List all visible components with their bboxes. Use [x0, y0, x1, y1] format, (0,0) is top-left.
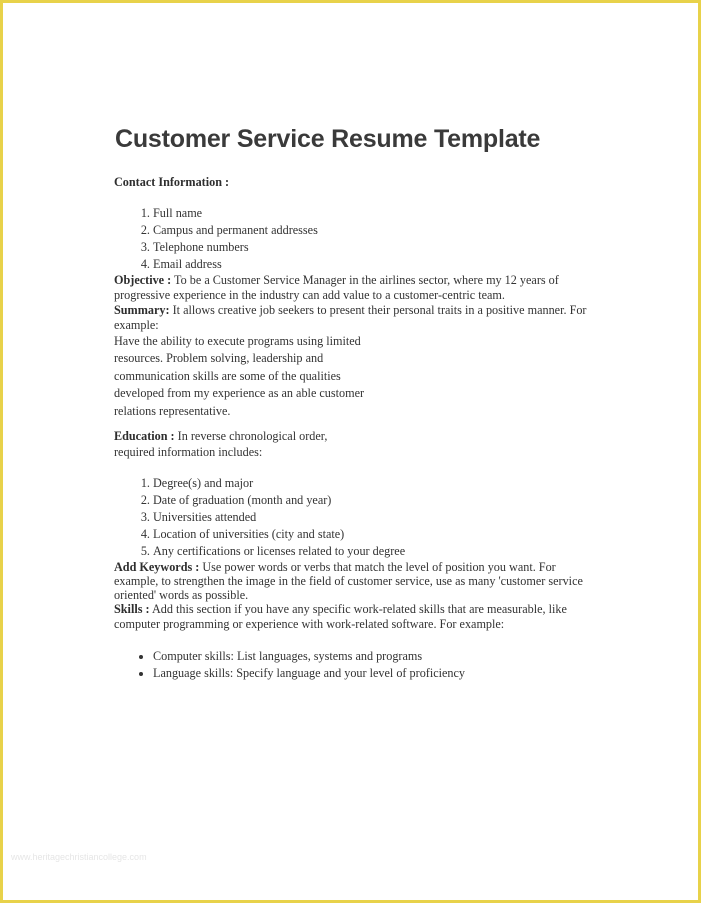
summary-example-line: communication skills are some of the qualities	[114, 368, 341, 383]
summary-label: Summary:	[114, 303, 170, 317]
summary-example	[114, 333, 594, 420]
list-item: • Language skills: Specify language and your level of proficiency	[153, 665, 594, 682]
summary-example-line: relations representative.	[114, 403, 231, 418]
keywords-text: Use power words or verbs that match the level of position you want. For example, to strengthen the image in the field of customer service, use as many 'customer service oriented' words as possible.	[114, 560, 583, 603]
watermark: www.heritagechristiancollege.com	[11, 852, 147, 862]
summary-example-line: Have the ability to execute programs using limited	[114, 334, 361, 348]
list-item: • Computer skills: List languages, systems and programs	[153, 648, 594, 665]
education-section	[114, 428, 594, 460]
summary-example-line: developed from my experience as an able customer	[114, 386, 365, 401]
skills-text: Add this section if you have any specific work-related skills that are measurable, like computer programming or experience with work-related software. For example:	[114, 602, 567, 632]
objective-label: Objective :	[114, 273, 172, 287]
education-text: In reverse chronological order,	[174, 429, 328, 444]
list-item: 3. Telephone numbers	[153, 239, 594, 256]
list-item: 2. Date of graduation (month and year)	[153, 492, 594, 509]
contact-section	[114, 175, 594, 190]
list-item: 3. Universities attended	[153, 509, 594, 526]
education-text-line2: required information includes:	[114, 445, 263, 460]
objective-text: To be a Customer Service Manager in the airlines sector, where my 12 years of progressive experience in the industry can add value to a customer-centric team.	[114, 273, 559, 302]
summary-section	[114, 303, 594, 333]
list-item: 4. Location of universities (city and state)	[153, 526, 594, 543]
resume-content	[114, 175, 594, 682]
list-item: 2. Campus and permanent addresses	[153, 222, 594, 239]
contact-label: Contact Information :	[114, 175, 230, 189]
education-label: Education :	[114, 429, 175, 444]
keywords-label: Add Keywords :	[114, 560, 200, 575]
keywords-section	[114, 560, 594, 602]
document-page	[3, 3, 698, 900]
objective-section	[114, 273, 594, 303]
list-item: 5. Any certifications or licenses related to your degree	[153, 543, 594, 560]
summary-example-line: resources. Problem solving, leadership and	[114, 351, 324, 366]
skills-section	[114, 602, 594, 632]
page-title: Customer Service Resume Template	[115, 125, 541, 153]
summary-text: It allows creative job seekers to present their personal traits in a positive manner. For example:	[114, 303, 587, 332]
skills-label: Skills :	[114, 602, 150, 617]
list-item: 1. Full name	[153, 205, 594, 222]
skills-list	[114, 648, 594, 682]
list-item: 4. Email address	[153, 256, 594, 273]
education-list	[114, 475, 594, 560]
list-item: 1. Degree(s) and major	[153, 475, 594, 492]
contact-list	[114, 205, 594, 273]
